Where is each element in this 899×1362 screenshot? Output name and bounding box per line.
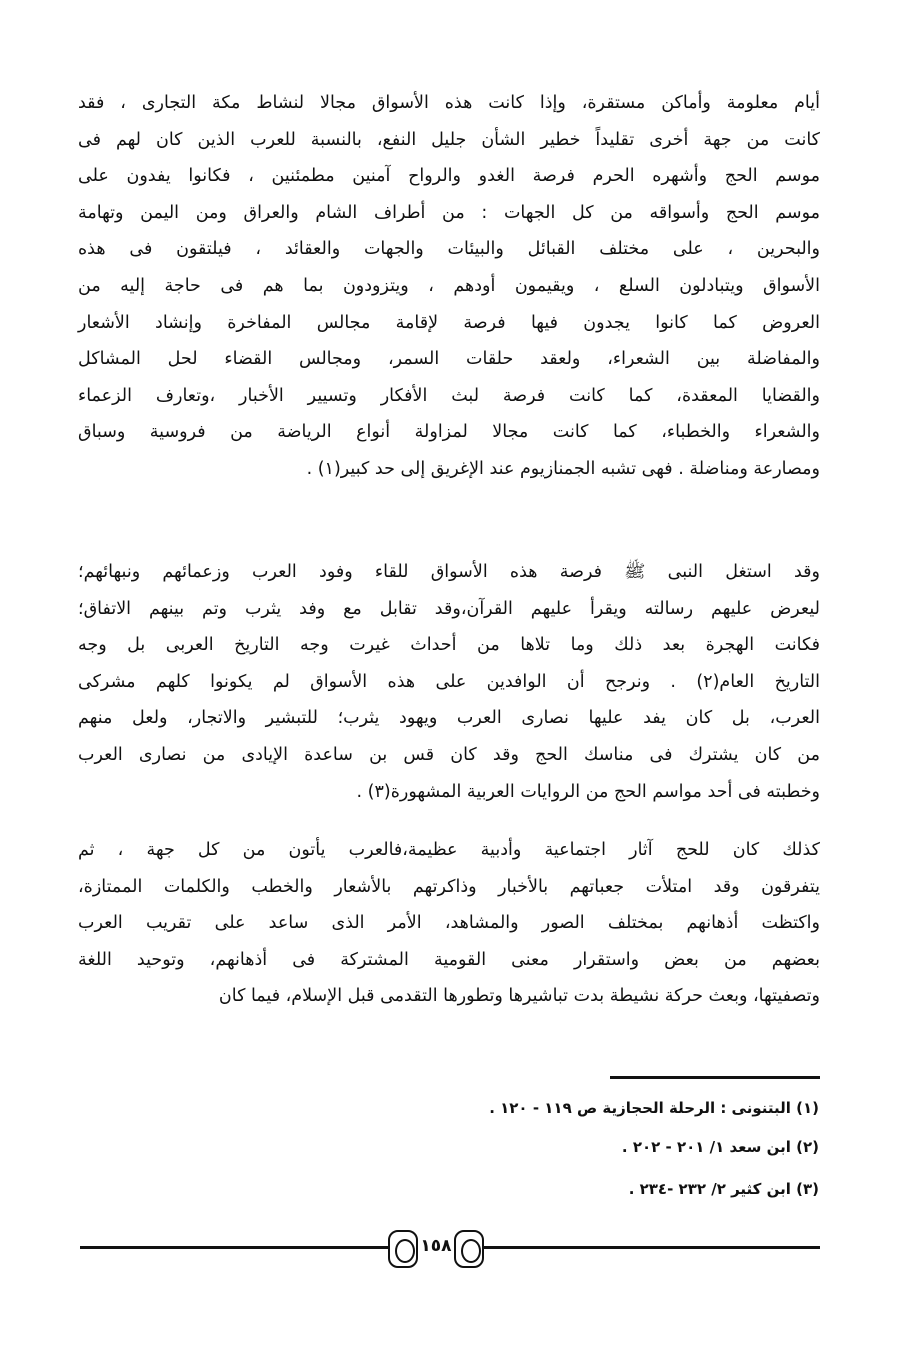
text-line: والبحرين ، على مختلف القبائل والبيئات والجهات والعقائد ، فيلتقون فى هذه <box>78 239 820 260</box>
text-line: العروض كما كانوا يجدون فيها فرصة لإقامة مجالس المفاخرة وإنشاد الأشعار <box>78 312 820 333</box>
footer-rule-left <box>80 1246 390 1249</box>
footnote-1: (١) البتنونى : الرحلة الحجازية ص ١١٩ - ١٢٠ . <box>489 1099 819 1117</box>
text-line: واكتظت أذهانهم بمختلف الصور والمشاهد، الأمر الذى ساعد على تقريب العرب <box>78 913 820 934</box>
text-line: الأسواق ويتبادلون السلع ، ويقيمون أودهم ، ويتزودون بما هم فى حاجة إليه من <box>78 275 820 296</box>
text-line: والقضايا المعقدة، كما كانت فرصة لبث الأفكار وتسيير الأخبار ،وتعارف الزعماء <box>78 385 820 406</box>
ornament-knot-icon <box>388 1230 418 1268</box>
text-line: وتصفيتها، وبعث حركة نشيطة بدت تباشيرها وتطورها التقدمى قبل الإسلام، فيما كان <box>218 986 820 1007</box>
text-line: وقد استغل النبى ﷺ فرصة هذه الأسواق للقاء وفود العرب وزعمائهم ونبهائهم؛ <box>78 562 820 582</box>
text-line: موسم الحج وأشهره الحرم فرصة الغدو والرواح آمنين مطمئنين ، فكانوا يفدون على <box>78 166 820 187</box>
text-line: كذلك كان للحج آثار اجتماعية وأدبية عظيمة،فالعرب يأتون من كل جهة ، ثم <box>78 840 820 860</box>
paragraph-1 <box>78 85 820 488</box>
page-number: ١٥٨ <box>420 1236 452 1256</box>
text-line: أيام معلومة وأماكن مستقرة، وإذا كانت هذه الأسواق مجالا لنشاط مكة التجارى ، فقد <box>78 93 820 113</box>
footnote-separator <box>610 1076 820 1079</box>
text-line: العرب، بل كان يفد عليها نصارى العرب ويهود يثرب؛ للتبشير والاتجار، ولعل منهم <box>78 708 820 729</box>
ornament-knot-icon <box>454 1230 484 1268</box>
text-line: من كان يشترك فى مناسك الحج وقد كان قس بن ساعدة الإيادى من نصارى العرب <box>78 744 820 765</box>
text-line: والشعراء والخطباء، كما كانت مجالا لمزاولة أنواع الرياضة من فروسية وسباق <box>78 422 820 443</box>
paragraph-3 <box>78 832 820 1015</box>
text-line: موسم الحج وأسواقه من كل الجهات : من أطراف الشام والعراق ومن اليمن وتهامة <box>78 202 820 223</box>
text-line: ومصارعة ومناضلة . فهى تشبه الجمنازيوم عند الإغريق إلى حد كبير(١) . <box>306 458 820 479</box>
footnote-3: (٣) ابن كثير ٢/ ٢٣٢ -٢٣٤ . <box>628 1180 819 1198</box>
text-line: والمفاضلة بين الشعراء، ولعقد حلقات السمر، ومجالس القضاء لحل المشاكل <box>78 349 820 370</box>
text-line: كانت من جهة أخرى تقليداً خطير الشأن جليل النفع، بالنسبة للعرب الذين كان لهم فى <box>78 129 820 150</box>
footer-rule-right <box>482 1246 820 1249</box>
paragraph-2 <box>78 554 820 810</box>
text-line: فكانت الهجرة بعد ذلك وما تلاها من أحداث غيرت وجه التاريخ العربى بل وجه <box>78 635 820 656</box>
text-line: ليعرض عليهم رسالته ويقرأ عليهم القرآن،وقد تقابل مع وفد يثرب وتم بينهم الاتفاق؛ <box>78 598 820 619</box>
text-line: يتفرقون وقد امتلأت جعباتهم بالأخبار وذاكرتهم بالأشعار والخطب والكلمات الممتازة، <box>78 876 820 897</box>
text-line: التاريخ العام(٢) . ونرجح أن الوافدين على هذه الأسواق لم يكونوا كلهم مشركى <box>78 671 820 692</box>
page-number-ornament <box>388 1226 484 1272</box>
text-line: بعضهم من بعض واستقرار معنى القومية المشتركة فى أذهانهم، وتوحيد اللغة <box>78 949 820 970</box>
text-line: وخطبته فى أحد مواسم الحج من الروايات العربية المشهورة(٣) . <box>356 781 820 802</box>
footnote-2: (٢) ابن سعد ١/ ٢٠١ - ٢٠٢ . <box>621 1138 819 1156</box>
